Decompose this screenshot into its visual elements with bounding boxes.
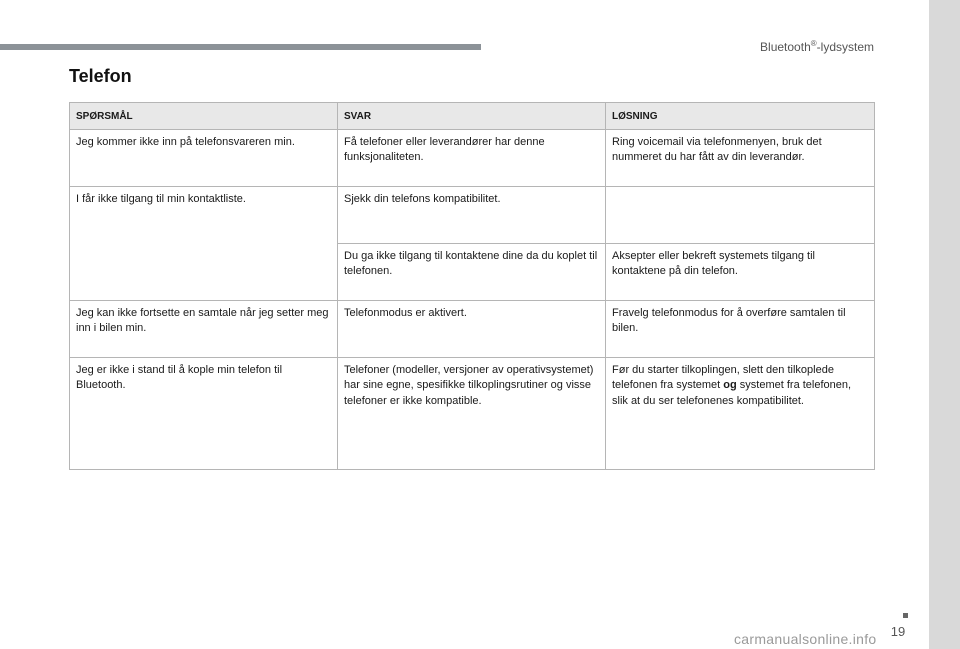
solution-text-after: systemet fra telefonen, slik at du ser telefonenes kompatibilitet. (612, 379, 852, 407)
page-title: Telefon (69, 66, 132, 86)
column-header-solution: LØSNING (606, 103, 875, 130)
question-cell: Jeg er ikke i stand til å kople min telefon til Bluetooth. (70, 357, 338, 469)
question-cell: Jeg kommer ikke inn på telefonsvareren min. (70, 129, 338, 186)
solution-cell: Fravelg telefonmodus for å overføre samtalen til bilen. (606, 300, 875, 357)
column-header-question: SPØRSMÅL (70, 103, 338, 130)
section-label-text: Bluetooth (760, 40, 811, 54)
question-cell: Jeg kan ikke fortsette en samtale når jeg setter meg inn i bilen min. (70, 300, 338, 357)
page-number: 19 (890, 624, 906, 639)
table-row (70, 129, 875, 186)
solution-cell: Aksepter eller bekreft systemets tilgang til kontaktene på din telefon. (606, 243, 875, 300)
registered-mark: ® (810, 39, 817, 48)
answer-cell: Du ga ikke tilgang til kontaktene dine da du koplet til telefonen. (338, 243, 606, 300)
table-row (70, 357, 875, 469)
solution-cell (606, 357, 875, 469)
faq-table (69, 102, 875, 470)
watermark: carmanualsonline.info (734, 631, 877, 647)
section-label-suffix: -lydsystem (816, 40, 874, 54)
solution-text-before: Før du starter tilkoplingen, slett den tilkoplede telefonen fra systemet (612, 363, 834, 391)
side-strip (929, 0, 960, 649)
answer-cell: Telefoner (modeller, versjoner av operativsystemet) har sine egne, spesifikke tilkoplingsrutiner og visse telefoner er ikke kompatible. (338, 357, 606, 469)
column-header-answer: SVAR (338, 103, 606, 130)
solution-cell: Ring voicemail via telefonmenyen, bruk det nummeret du har fått av din leverandør. (606, 129, 875, 186)
answer-cell: Sjekk din telefons kompatibilitet. (338, 186, 606, 243)
solution-text-bold: og (723, 379, 737, 391)
page-marker (903, 613, 908, 618)
table-row (70, 300, 875, 357)
solution-cell (606, 186, 875, 243)
table-row (70, 186, 875, 243)
answer-cell: Få telefoner eller leverandører har denne funksjonaliteten. (338, 129, 606, 186)
header-bar (0, 44, 481, 50)
question-cell: I får ikke tilgang til min kontaktliste. (70, 186, 338, 300)
section-label (750, 39, 874, 54)
answer-cell: Telefonmodus er aktivert. (338, 300, 606, 357)
table-header-row (70, 103, 875, 130)
